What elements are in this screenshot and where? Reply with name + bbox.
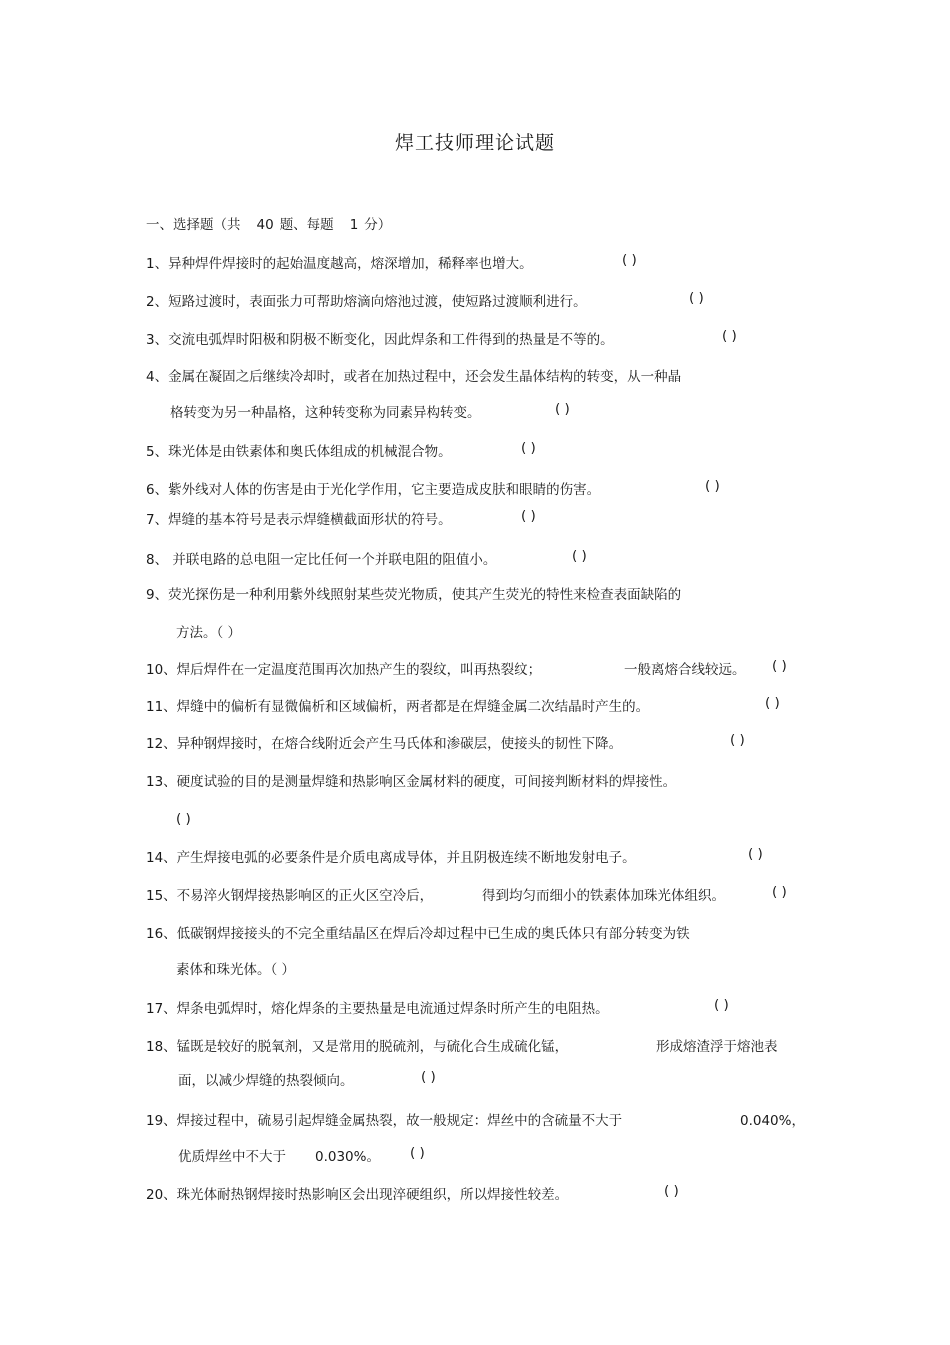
answer-blank[interactable]: ( ) [689,290,704,306]
section-prefix: 一、选择题（共 [146,217,241,233]
question-text: 14、产生焊接电弧的必要条件是介质电离成导体，并且阴极连续不断地发射电子。 [146,850,636,866]
question-score: 1 [349,217,359,233]
answer-blank[interactable]: ( ) [772,884,787,900]
question-text: 11、焊缝中的偏析有显微偏析和区域偏析，两者都是在焊缝金属二次结晶时产生的。 [146,699,650,715]
question-text: 10、焊后焊件在一定温度范围再次加热产生的裂纹，叫再热裂纹； [146,662,542,678]
answer-blank[interactable]: ( ) [176,811,191,827]
question-text-b: 形成熔渣浮于熔池表 [656,1039,778,1055]
question-text: 2、短路过渡时，表面张力可帮助熔滴向熔池过渡，使短路过渡顺利进行。 [146,294,587,310]
question-text: 9、荧光探伤是一种利用紫外线照射某些荧光物质，使其产生荧光的特性来检查表面缺陷的 [146,587,682,603]
question-text-cont: 面，以减少焊缝的热裂倾向。 [178,1073,354,1089]
answer-blank[interactable]: ( ) [772,658,787,674]
answer-blank[interactable]: ( ) [521,508,536,524]
question-text-b: 一般离熔合线较远。 [624,662,746,678]
question-text: 18、锰既是较好的脱氧剂，又是常用的脱硫剂，与硫化合生成硫化锰， [146,1039,569,1055]
answer-blank[interactable]: ( ) [705,478,720,494]
answer-blank[interactable]: ( ) [765,695,780,711]
question-text-b: 0.040%， [740,1113,805,1129]
answer-blank[interactable]: ( ) [410,1145,425,1161]
answer-blank[interactable]: ( ) [421,1069,436,1085]
question-text: 12、异种钢焊接时，在熔合线附近会产生马氏体和渗碳层，使接头的韧性下降。 [146,736,623,752]
answer-blank[interactable]: ( ) [622,252,637,268]
answer-blank[interactable]: ( ) [730,732,745,748]
section-middle: 题、每题 [279,217,334,233]
question-text: 15、不易淬火钢焊接热影响区的正火区空冷后， [146,888,434,904]
section-suffix: 分） [364,217,392,233]
question-text: 20、珠光体耐热钢焊接时热影响区会出现淬硬组织，所以焊接性较差。 [146,1187,569,1203]
question-text-b: 得到均匀而细小的铁素体加珠光体组织。 [482,888,725,904]
question-text-cont: 格转变为另一种晶格，这种转变称为同素异构转变。 [170,405,481,421]
question-text: 7、焊缝的基本符号是表示焊缝横截面形状的符号。 [146,512,452,528]
question-text: 8、 并联电路的总电阻一定比任何一个并联电阻的阻值小。 [146,552,497,568]
question-text-cont: 优质焊丝中不大于 [178,1149,286,1165]
question-text: 17、焊条电弧焊时，熔化焊条的主要热量是电流通过焊条时所产生的电阻热。 [146,1001,609,1017]
question-text: 4、金属在凝固之后继续冷却时，或者在加热过程中，还会发生晶体结构的转变，从一种晶 [146,369,682,385]
answer-blank[interactable]: ( ) [722,328,737,344]
question-text: 19、焊接过程中，硫易引起焊缝金属热裂，故一般规定：焊丝中的含硫量不大于 [146,1113,623,1129]
answer-blank[interactable]: ( ) [714,997,729,1013]
question-text: 16、低碳钢焊接接头的不完全重结晶区在焊后冷却过程中已生成的奥氏体只有部分转变为铁 [146,926,690,942]
question-text-cont: 素体和珠光体。（ ） [176,962,296,978]
page-title: 焊工技师理论试题 [394,132,555,154]
answer-blank[interactable]: ( ) [521,440,536,456]
question-text: 1、异种焊件焊接时的起始温度越高，熔深增加，稀释率也增大。 [146,256,533,272]
question-text: 3、交流电弧焊时阳极和阴极不断变化，因此焊条和工件得到的热量是不等的。 [146,332,614,348]
answer-blank[interactable]: ( ) [748,846,763,862]
section-heading [146,213,391,233]
question-count: 40 [256,217,274,233]
question-text-cont-b: 0.030%。 [315,1149,380,1165]
question-text: 13、硬度试验的目的是测量焊缝和热影响区金属材料的硬度，可间接判断材料的焊接性。 [146,774,677,790]
question-text: 6、紫外线对人体的伤害是由于光化学作用，它主要造成皮肤和眼睛的伤害。 [146,482,601,498]
answer-blank[interactable]: ( ) [555,401,570,417]
question-text: 5、珠光体是由铁素体和奥氏体组成的机械混合物。 [146,444,452,460]
question-text-cont: 方法。（ ） [176,625,242,641]
answer-blank[interactable]: ( ) [572,548,587,564]
answer-blank[interactable]: ( ) [664,1183,679,1199]
